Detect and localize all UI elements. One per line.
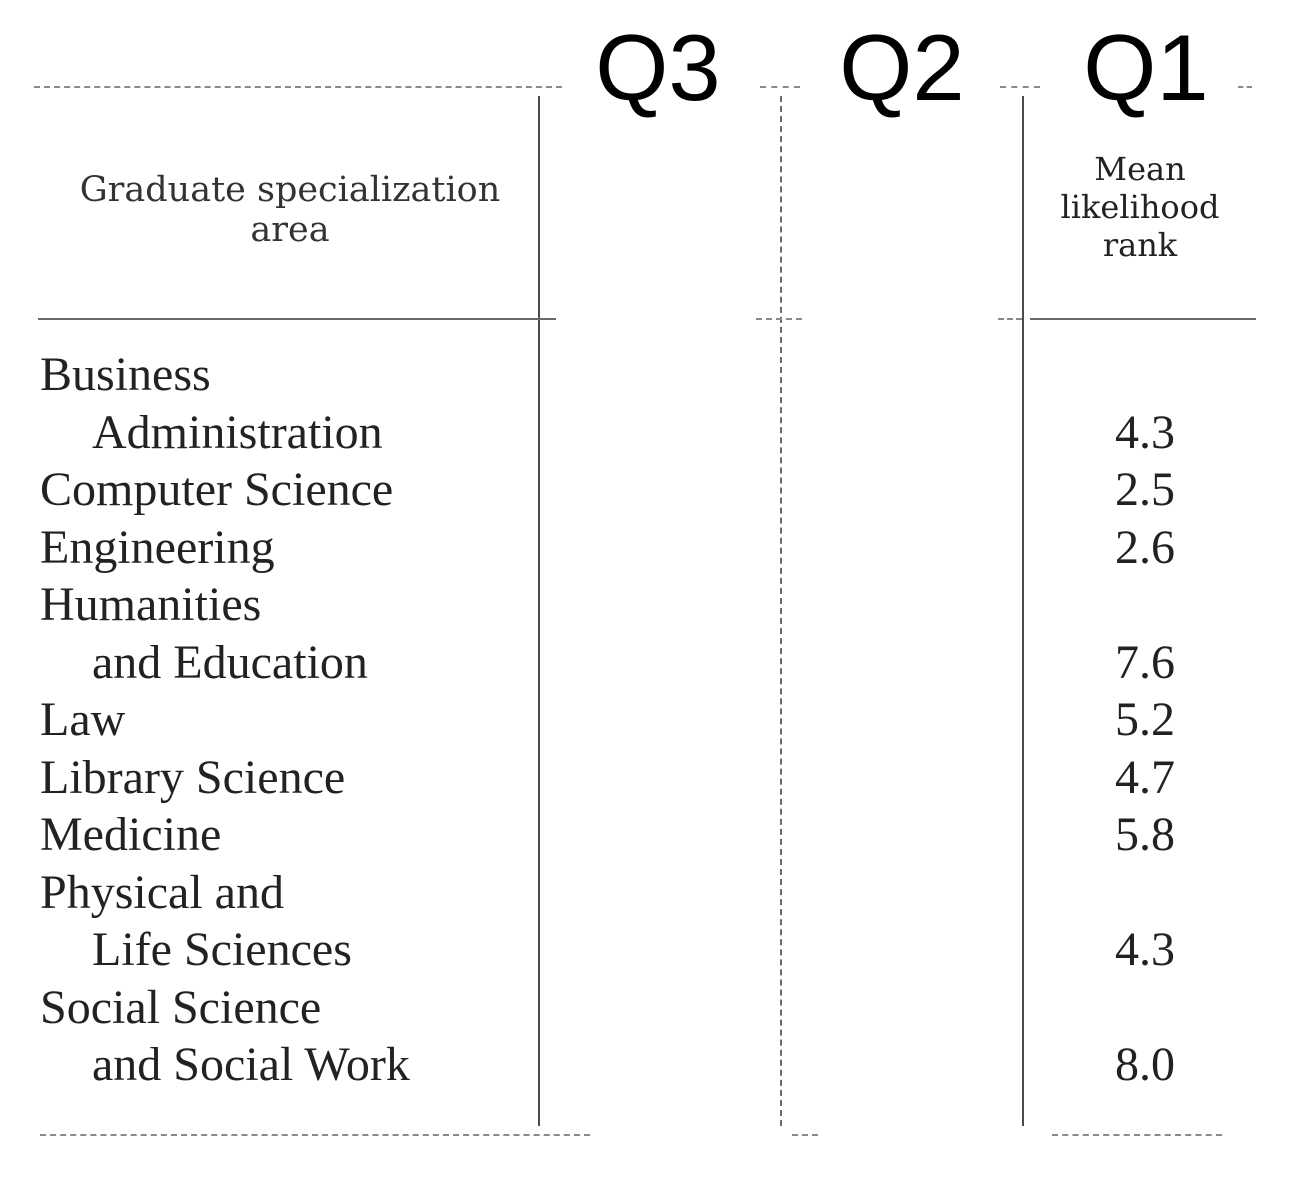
mean-likelihood-rank-value: 4.3 xyxy=(1115,923,1175,976)
header-rule-left xyxy=(38,318,556,320)
stub-header: Graduate specialization area xyxy=(79,170,501,250)
specialization-area-line: Humanities xyxy=(40,578,262,631)
specialization-area-line: Administration xyxy=(92,405,383,459)
mean-likelihood-header: Mean likelihood rank xyxy=(1060,150,1220,264)
question-label-q3: Q3 xyxy=(595,15,721,120)
table-row xyxy=(0,979,1306,1094)
header-rule-mid2 xyxy=(998,318,1022,320)
specialization-area-line: and Social Work xyxy=(92,1038,410,1091)
specialization-area-line: Social Science xyxy=(40,980,322,1034)
table-row xyxy=(0,346,1306,461)
specialization-area-line: Computer Science xyxy=(40,463,394,516)
table-row xyxy=(0,576,1306,691)
header-rule-right xyxy=(1030,318,1256,320)
specialization-area xyxy=(40,576,530,691)
mean-likelihood-rank-value: 5.2 xyxy=(1115,693,1175,746)
table-top-rule-mid2 xyxy=(1000,86,1040,88)
table-bottom-rule-right xyxy=(1052,1134,1222,1136)
table-top-rule-mid1 xyxy=(760,86,800,88)
mean-likelihood-rank-value: 4.3 xyxy=(1115,405,1175,459)
header-rule-mid1 xyxy=(756,318,802,320)
specialization-area xyxy=(40,346,530,461)
specialization-area xyxy=(40,461,530,519)
specialization-area xyxy=(40,864,530,979)
table-row xyxy=(0,806,1306,864)
table-row xyxy=(0,519,1306,577)
specialization-area-line: Physical and xyxy=(40,865,284,919)
table-row xyxy=(0,864,1306,979)
question-label-q2: Q2 xyxy=(839,15,965,120)
table-top-rule-right xyxy=(1238,86,1252,88)
specialization-area xyxy=(40,806,530,864)
question-label-q1: Q1 xyxy=(1083,15,1209,120)
mean-likelihood-rank-value: 7.6 xyxy=(1115,635,1175,689)
table-bottom-rule-left xyxy=(40,1134,590,1136)
mean-likelihood-rank-value: 2.5 xyxy=(1115,463,1175,516)
mean-likelihood-rank-value: 8.0 xyxy=(1115,1038,1175,1091)
specialization-area-line: Life Sciences xyxy=(92,923,352,976)
specialization-area xyxy=(40,691,530,749)
specialization-area-line: Medicine xyxy=(40,808,222,861)
table-row xyxy=(0,749,1306,807)
mean-likelihood-rank-value: 2.6 xyxy=(1115,520,1175,574)
table-bottom-rule-mid xyxy=(792,1134,818,1136)
table-row xyxy=(0,461,1306,519)
specialization-area-line: Business xyxy=(40,348,211,401)
specialization-area-line: Engineering xyxy=(40,520,275,574)
table-row xyxy=(0,691,1306,749)
mean-likelihood-rank-value: 5.8 xyxy=(1115,808,1175,861)
mean-likelihood-rank-value: 4.7 xyxy=(1115,750,1175,804)
specialization-area-line: Law xyxy=(40,693,126,746)
table-top-rule-left xyxy=(34,86,562,88)
specialization-area xyxy=(40,519,530,577)
specialization-area xyxy=(40,749,530,807)
specialization-area-line: Library Science xyxy=(40,750,346,804)
specialization-area xyxy=(40,979,530,1094)
specialization-area-line: and Education xyxy=(92,635,368,689)
